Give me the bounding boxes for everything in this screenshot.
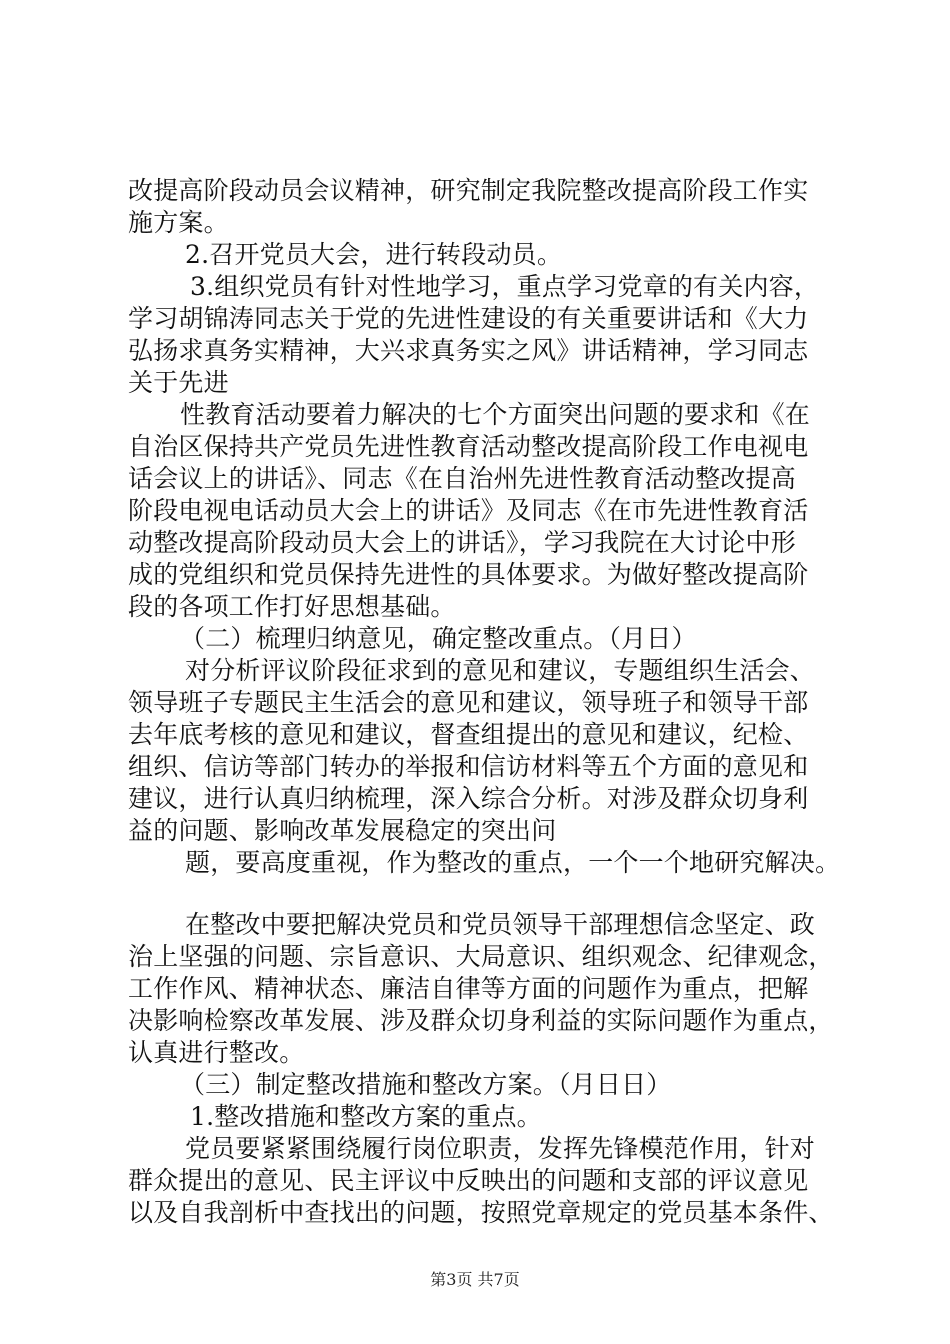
paragraph-line: 决影响检察改革发展、涉及群众切身利益的实际问题作为重点， — [128, 1006, 834, 1035]
paragraph-line: 治上坚强的问题、宗旨意识、大局意识、组织观念、纪律观念， — [128, 942, 834, 971]
paragraph-line: 对分析评议阶段征求到的意见和建议，专题组织生活会、 — [185, 656, 816, 685]
paragraph-line: 改提高阶段动员会议精神，研究制定我院整改提高阶段工作实 — [128, 176, 809, 205]
paragraph-line: 益的问题、影响改革发展稳定的突出问 — [128, 816, 557, 845]
paragraph-line: 阶段电视电话动员大会上的讲话》及同志《在市先进性教育活 — [128, 496, 809, 525]
paragraph-line: 话会议上的讲话》、同志《在自治州先进性教育活动整改提高 — [128, 464, 796, 493]
section-heading: （三）制定整改措施和整改方案。（月日日） — [180, 1070, 672, 1099]
paragraph-line: 题，要高度重视，作为整改的重点，一个一个地研究解决。 — [185, 848, 841, 877]
paragraph-line: 以及自我剖析中查找出的问题，按照党章规定的党员基本条件、 — [128, 1198, 834, 1227]
list-item-2: 2.召开党员大会，进行转段动员。 — [185, 240, 563, 269]
section-heading: （二）梳理归纳意见，确定整改重点。（月日） — [180, 624, 697, 653]
list-item-1: 1.整改措施和整改方案的重点。 — [190, 1102, 542, 1131]
paragraph-line: 在整改中要把解决党员和党员领导干部理想信念坚定、政 — [185, 910, 816, 939]
paragraph-line: 去年底考核的意见和建议，督查组提出的意见和建议，纪检、 — [128, 720, 809, 749]
paragraph-line: 组织、信访等部门转办的举报和信访材料等五个方面的意见和 — [128, 752, 809, 781]
paragraph-line: 施方案。 — [128, 208, 229, 237]
paragraph-line: 建议，进行认真归纳梳理，深入综合分析。对涉及群众切身利 — [128, 784, 809, 813]
paragraph-line: 自治区保持共产党员先进性教育活动整改提高阶段工作电视电 — [128, 432, 809, 461]
paragraph-line: 学习胡锦涛同志关于党的先进性建设的有关重要讲话和《大力 — [128, 304, 809, 333]
paragraph-line: 性教育活动要着力解决的七个方面突出问题的要求和《在 — [180, 400, 811, 429]
paragraph-line: 群众提出的意见、民主评议中反映出的问题和支部的评议意见 — [128, 1166, 809, 1195]
paragraph-line: 工作作风、精神状态、廉洁自律等方面的问题作为重点，把解 — [128, 974, 809, 1003]
page-number-footer: 第3页 共7页 — [430, 1270, 520, 1289]
paragraph-line: 关于先进 — [128, 368, 229, 397]
paragraph-line: 动整改提高阶段动员大会上的讲话》，学习我院在大讨论中形 — [128, 528, 796, 557]
paragraph-line: 弘扬求真务实精神，大兴求真务实之风》讲话精神，学习同志 — [128, 336, 809, 365]
paragraph-line: 党员要紧紧围绕履行岗位职责，发挥先锋模范作用，针对 — [185, 1134, 816, 1163]
paragraph-line: 段的各项工作打好思想基础。 — [128, 592, 456, 621]
paragraph-line: 认真进行整改。 — [128, 1038, 305, 1067]
paragraph-line: 成的党组织和党员保持先进性的具体要求。为做好整改提高阶 — [128, 560, 809, 589]
paragraph-line: 领导班子专题民主生活会的意见和建议，领导班子和领导干部 — [128, 688, 809, 717]
list-item-3: 3.组织党员有针对性地学习，重点学习党章的有关内容， — [190, 272, 820, 301]
